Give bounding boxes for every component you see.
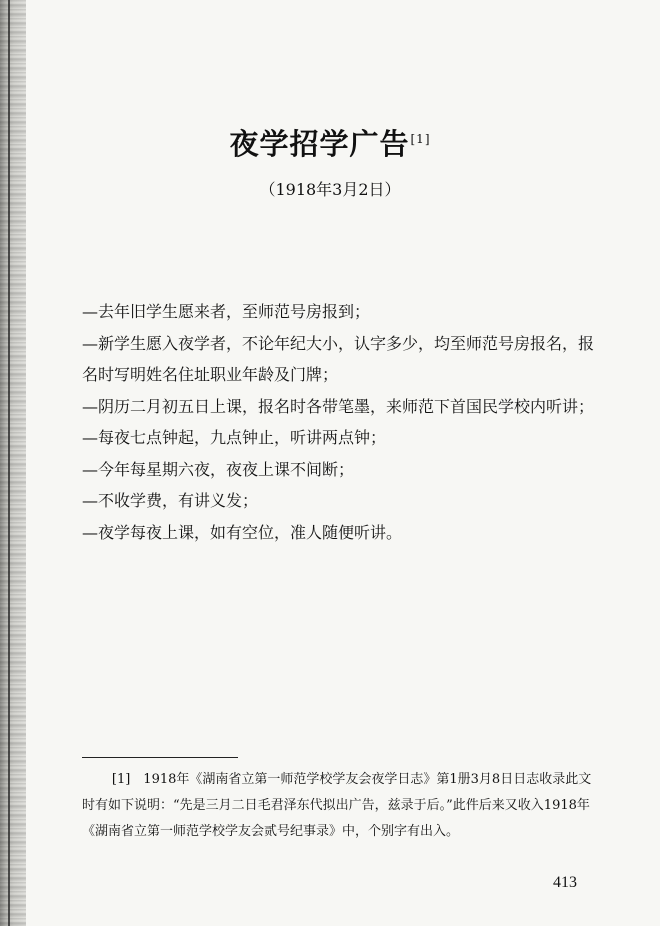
paragraph: —夜学每夜上课，如有空位，准人随便听讲。 (82, 522, 403, 542)
page-number: 413 (553, 874, 577, 891)
paragraph: —阴历二月初五日上课，报名时各带笔墨，来师范下首国民学校内听讲； (82, 396, 595, 416)
paragraph: —每夜七点钟起，九点钟止，听讲两点钟； (82, 428, 387, 447)
date-subtitle: （1918年3月2日） (259, 180, 401, 199)
paragraph: —去年旧学生愿来者，至师范号房报到； (82, 302, 371, 321)
paragraph: —新学生愿入夜学者，不论年纪大小，认字多少，均至师范号房报名，报名时写明姓名住址职业年龄及门牌； (82, 333, 595, 384)
footnote-divider (82, 757, 238, 758)
page-title (0, 122, 660, 163)
paragraph: —不收学费，有讲义发； (82, 491, 259, 510)
advertisement-body (82, 296, 602, 548)
title-text: 夜学招学广告 (229, 127, 410, 161)
paragraph: —今年每星期六夜，夜夜上课不间断； (82, 459, 355, 479)
footnote: [1] 1918年《湖南省立第一师范学校学友会夜学日志》第1册3月8日日志收录此文时有如下说明：“先是三月二日毛君泽东代拟出广告，兹录于后。”此件后来又收入1918年《湖南省立第一师范学校学友会贰号纪事录》中，个别字有出入。 (82, 772, 592, 839)
title-footnote-mark: [1] (410, 132, 431, 147)
